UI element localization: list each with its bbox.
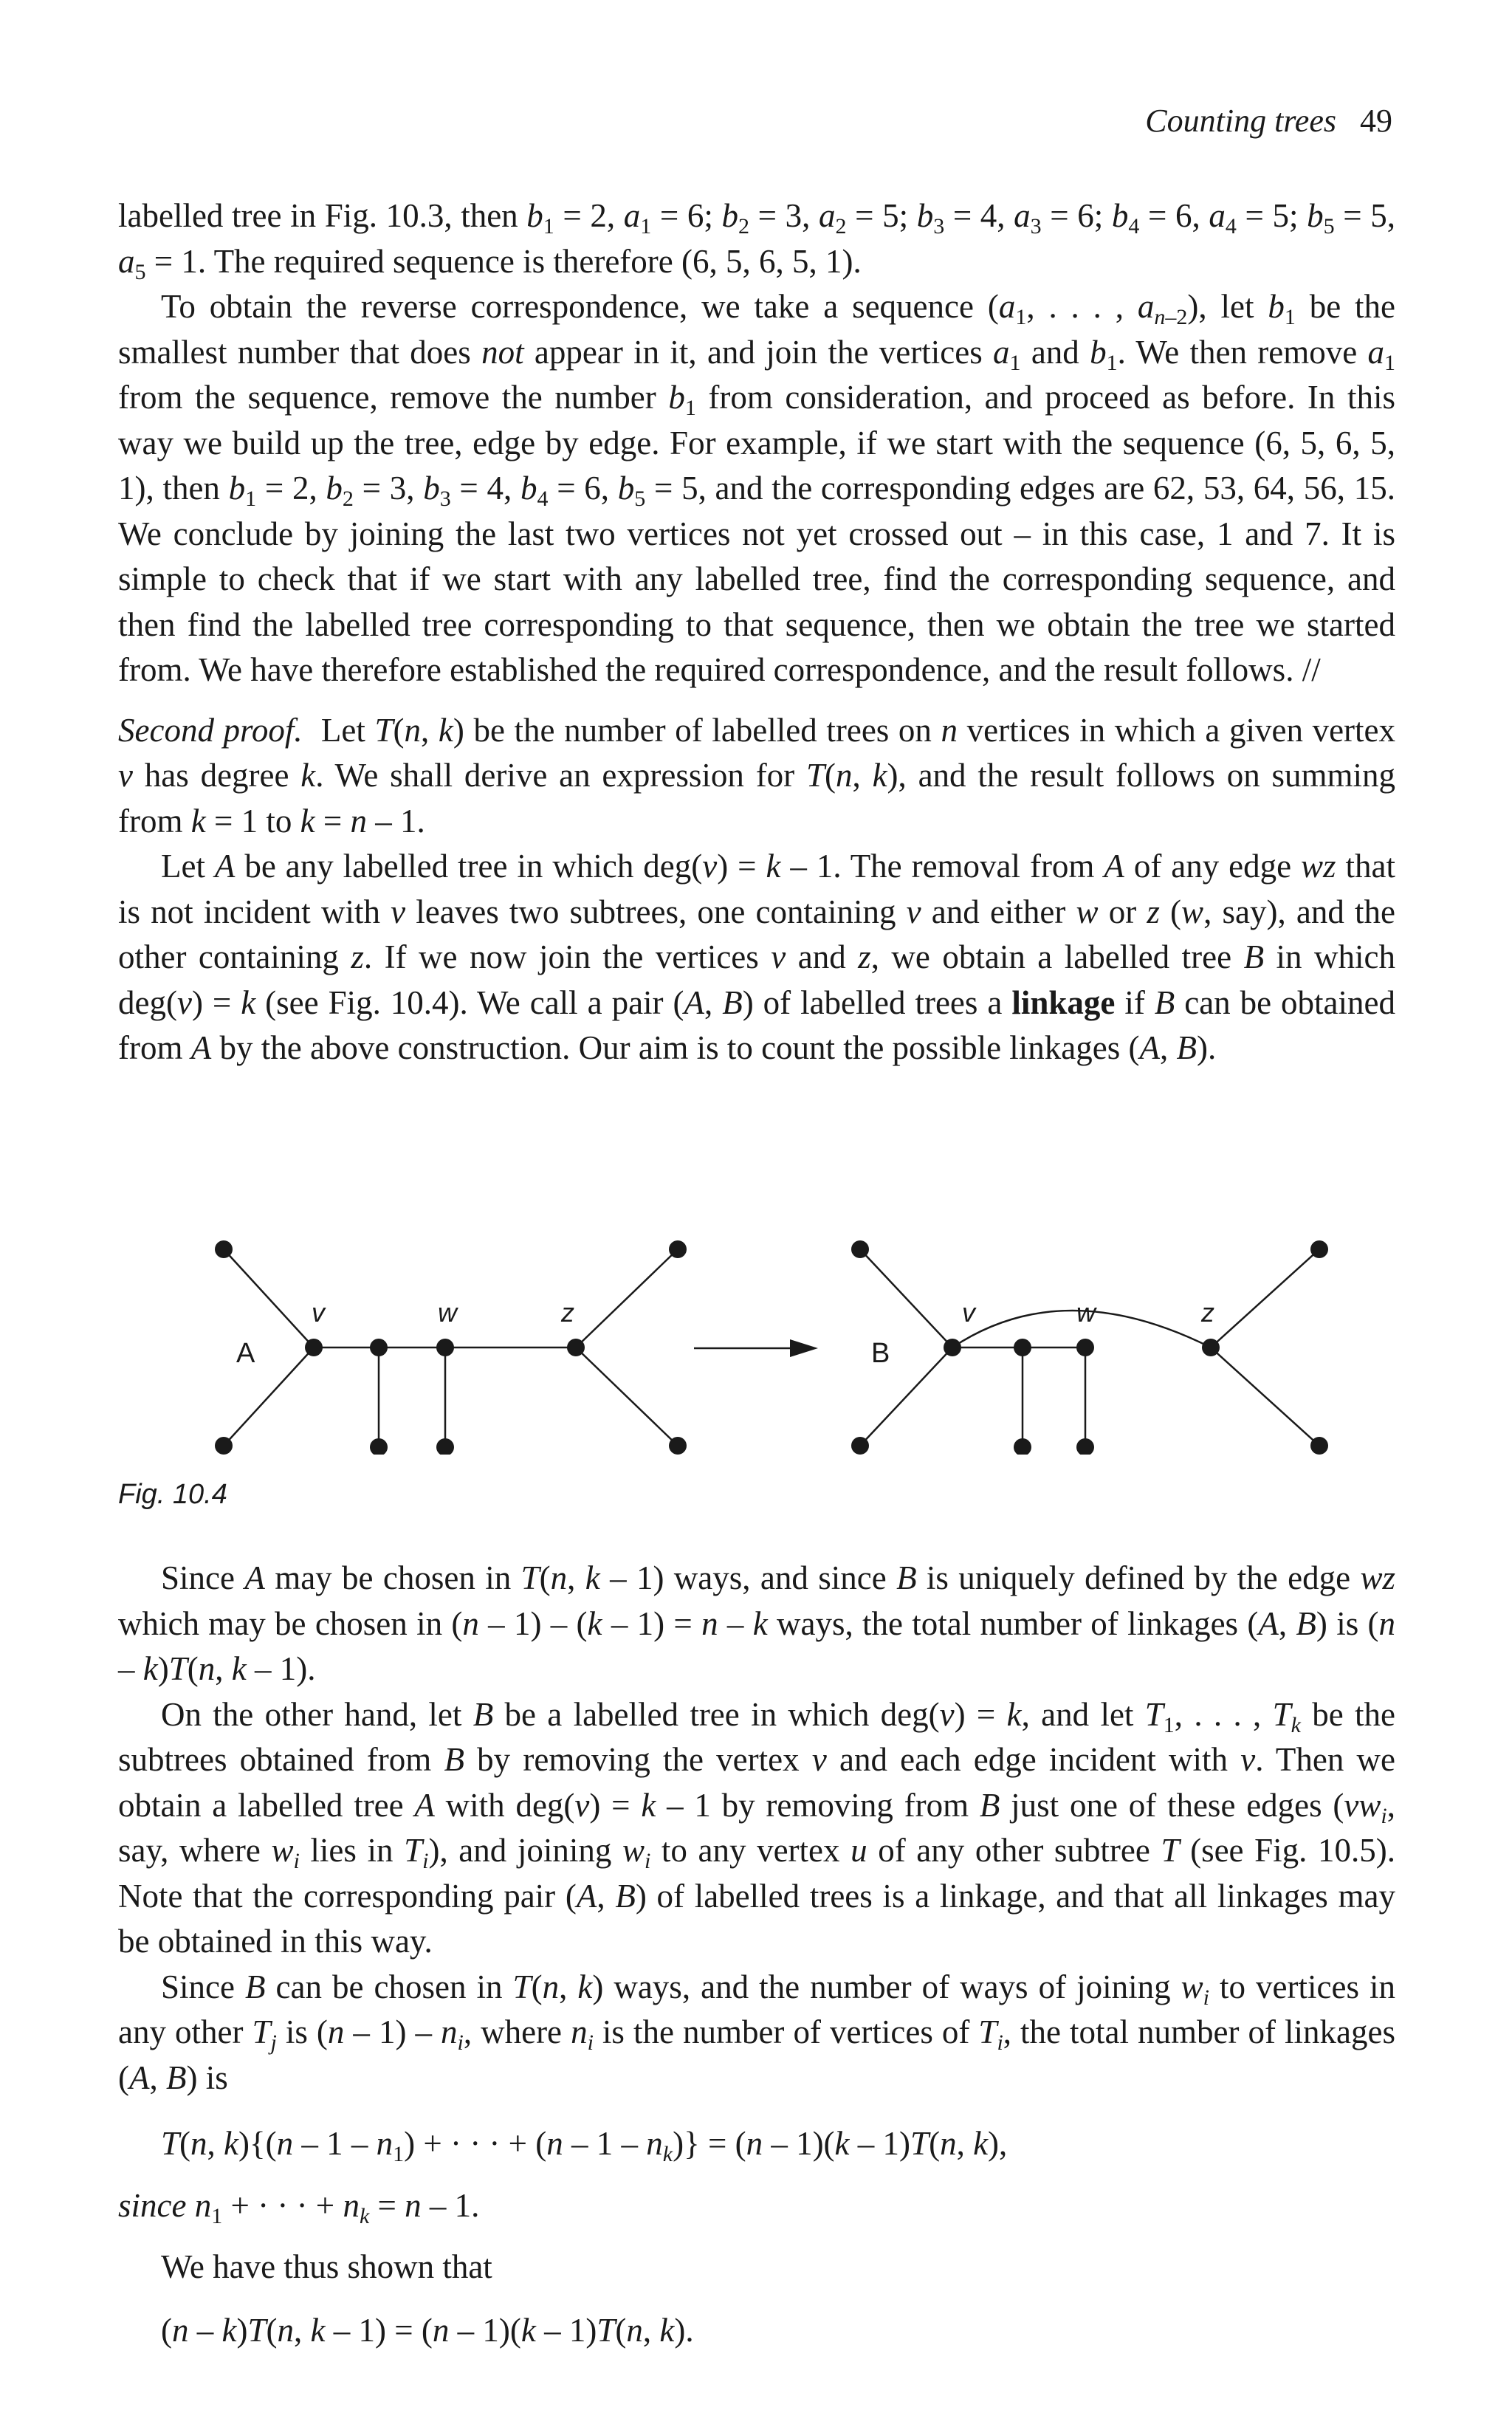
tree-a-label-w: w bbox=[438, 1297, 457, 1328]
figure-10-4 bbox=[118, 1204, 1395, 1521]
tree-diagram bbox=[118, 1204, 1395, 1455]
paragraph: Let A be any labelled tree in which deg(v) = k – 1. The removal from A of any edge wz that is not incident with v leaves two subtrees, one containing v and either w or z (w, say), and the other containing z. If we now join the vertices v and z, we obtain a labelled tree B in which deg(v) = k (see Fig. 10.4). We call a pair (A, B) of labelled trees a linkage if B can be obtained from A by the above construction. Our aim is to count the possible linkages (A, B). bbox=[118, 848, 1396, 1066]
tree-b-vertex-w bbox=[1076, 1339, 1094, 1356]
tree-b-vertex-z bbox=[1202, 1339, 1220, 1356]
tree-b-label-w: w bbox=[1076, 1297, 1096, 1328]
tree-b-label-z: z bbox=[1201, 1297, 1214, 1328]
running-header bbox=[1145, 102, 1392, 140]
tree-b-vertex bbox=[851, 1437, 869, 1455]
tree-b-vertex bbox=[1076, 1438, 1094, 1455]
tree-a-vertex-v bbox=[305, 1339, 323, 1356]
paragraph: Second proof. Let T(n, k) be the number of labelled trees on n vertices in which a given vertex v has degree k. We shall derive an expression for T(n, k), and the result follows on summing from k = 1 to k = n – 1. bbox=[118, 711, 1396, 840]
paragraph: Since B can be chosen in T(n, k) ways, and the number of ways of joining $w_i$ to vertices in any other $T_j$ is $(n - 1) - n_i$, where $n_i$ is the number of vertices of $T_i$, the total number of linkages (A, B) is bbox=[118, 1968, 1396, 2096]
tree-b-label: B bbox=[871, 1338, 890, 1369]
tree-a-vertex bbox=[669, 1240, 687, 1258]
paragraph: labelled tree in Fig. 10.3, then $b_1 = 2$, $a_1 = 6$; $b_2 = 3$, $a_2 = 5$; $b_3 = 4$, $a_3 = 6$; $b_4 = 6$, $a_4 = 5$; $b_5 = 5$, $a_5 = 1$. The required sequence is therefore (6, 5, 6, 5, 1). bbox=[118, 197, 1395, 284]
equation: (n – k)T(n, k – 1) = (n – 1)(k – 1)T(n, k). bbox=[161, 2311, 694, 2349]
tree-a-vertex bbox=[215, 1240, 233, 1258]
tree-b-vertex bbox=[1014, 1339, 1031, 1356]
tree-b-vertex bbox=[1310, 1240, 1328, 1258]
tree-b-label-v: v bbox=[962, 1297, 975, 1328]
tree-a-label-z: z bbox=[561, 1297, 574, 1328]
figure-caption: Fig. 10.4 bbox=[118, 1479, 227, 1510]
equation-note: since $n_1$ + · · · + $n_k = n - 1$. bbox=[118, 2186, 480, 2228]
tree-a-vertex-z bbox=[567, 1339, 585, 1356]
text-block-lower bbox=[118, 1556, 1395, 2353]
text-block-upper bbox=[118, 193, 1395, 1071]
tree-a-vertex bbox=[669, 1437, 687, 1455]
tree-b-vertex bbox=[1014, 1438, 1031, 1455]
tree-b-vertex bbox=[1310, 1437, 1328, 1455]
tree-a-vertex-w bbox=[436, 1339, 454, 1356]
equation: T(n, $k)\{(n - 1 - n_1)$ + · · · + $(n - 1 - n_k)\} = (n - 1)(k - 1)T(n$, k), bbox=[161, 2125, 1008, 2166]
tree-b-vertex-v bbox=[944, 1339, 961, 1356]
running-title: Counting trees bbox=[1145, 103, 1336, 139]
tree-a-label-v: v bbox=[312, 1297, 325, 1328]
page-number: 49 bbox=[1360, 103, 1392, 139]
tree-a-vertex bbox=[370, 1339, 388, 1356]
tree-a-label: A bbox=[236, 1338, 255, 1369]
tree-b-vertex bbox=[851, 1240, 869, 1258]
tree-a-vertex bbox=[215, 1437, 233, 1455]
paragraph: We have thus shown that bbox=[161, 2248, 492, 2285]
paragraph: On the other hand, let B be a labelled tree in which deg(v) = k, and let $T_1$, . . . , $T_k$ be the subtrees obtained from B by removing the vertex v and each edge incident with v. Then we obtain a labelled tree A with deg(v) = k – 1 by removing from B just one of these edges ($vw_i$, say, where $w_i$ lies in $T_i$), and joining $w_i$ to any vertex u of any other subtree T (see Fig. 10.5). Note that the corresponding pair (A, B) of labelled trees is a linkage, and that all linkages may be obtained in this way. bbox=[118, 1695, 1396, 1960]
tree-a-vertex bbox=[436, 1438, 454, 1455]
paragraph: To obtain the reverse correspondence, we take a sequence ($a_1$, . . . , $a_{n-2}$), let $b_1$ be the smallest number that does not appear in it, and join the vertices $a_1$ and $b_1$. We then remove $a_1$ from the sequence, remove the number $b_1$ from consideration, and proceed as before. In this way we build up the tree, edge by edge. For example, if we start with the sequence (6, 5, 6, 5, 1), then $b_1 = 2$, $b_2 = 3$, $b_3 = 4$, $b_4 = 6$, $b_5 = 5$, and the corresponding edges are 62, 53, 64, 56, 15. We conclude by joining the last two vertices not yet crossed out – in this case, 1 and 7. It is simple to check that if we start with any labelled tree, find the corresponding sequence, and then find the labelled tree corresponding to that sequence, then we obtain the tree we started from. We have therefore established the required correspondence, and the result follows. // bbox=[118, 288, 1395, 688]
arrow-head bbox=[790, 1339, 818, 1357]
tree-a-vertex bbox=[370, 1438, 388, 1455]
paragraph: Since A may be chosen in T(n, k – 1) ways, and since B is uniquely defined by the edge wz which may be chosen in (n – 1) – (k – 1) = n – k ways, the total number of linkages (A, B) is (n – k)T(n, k – 1). bbox=[118, 1559, 1395, 1687]
